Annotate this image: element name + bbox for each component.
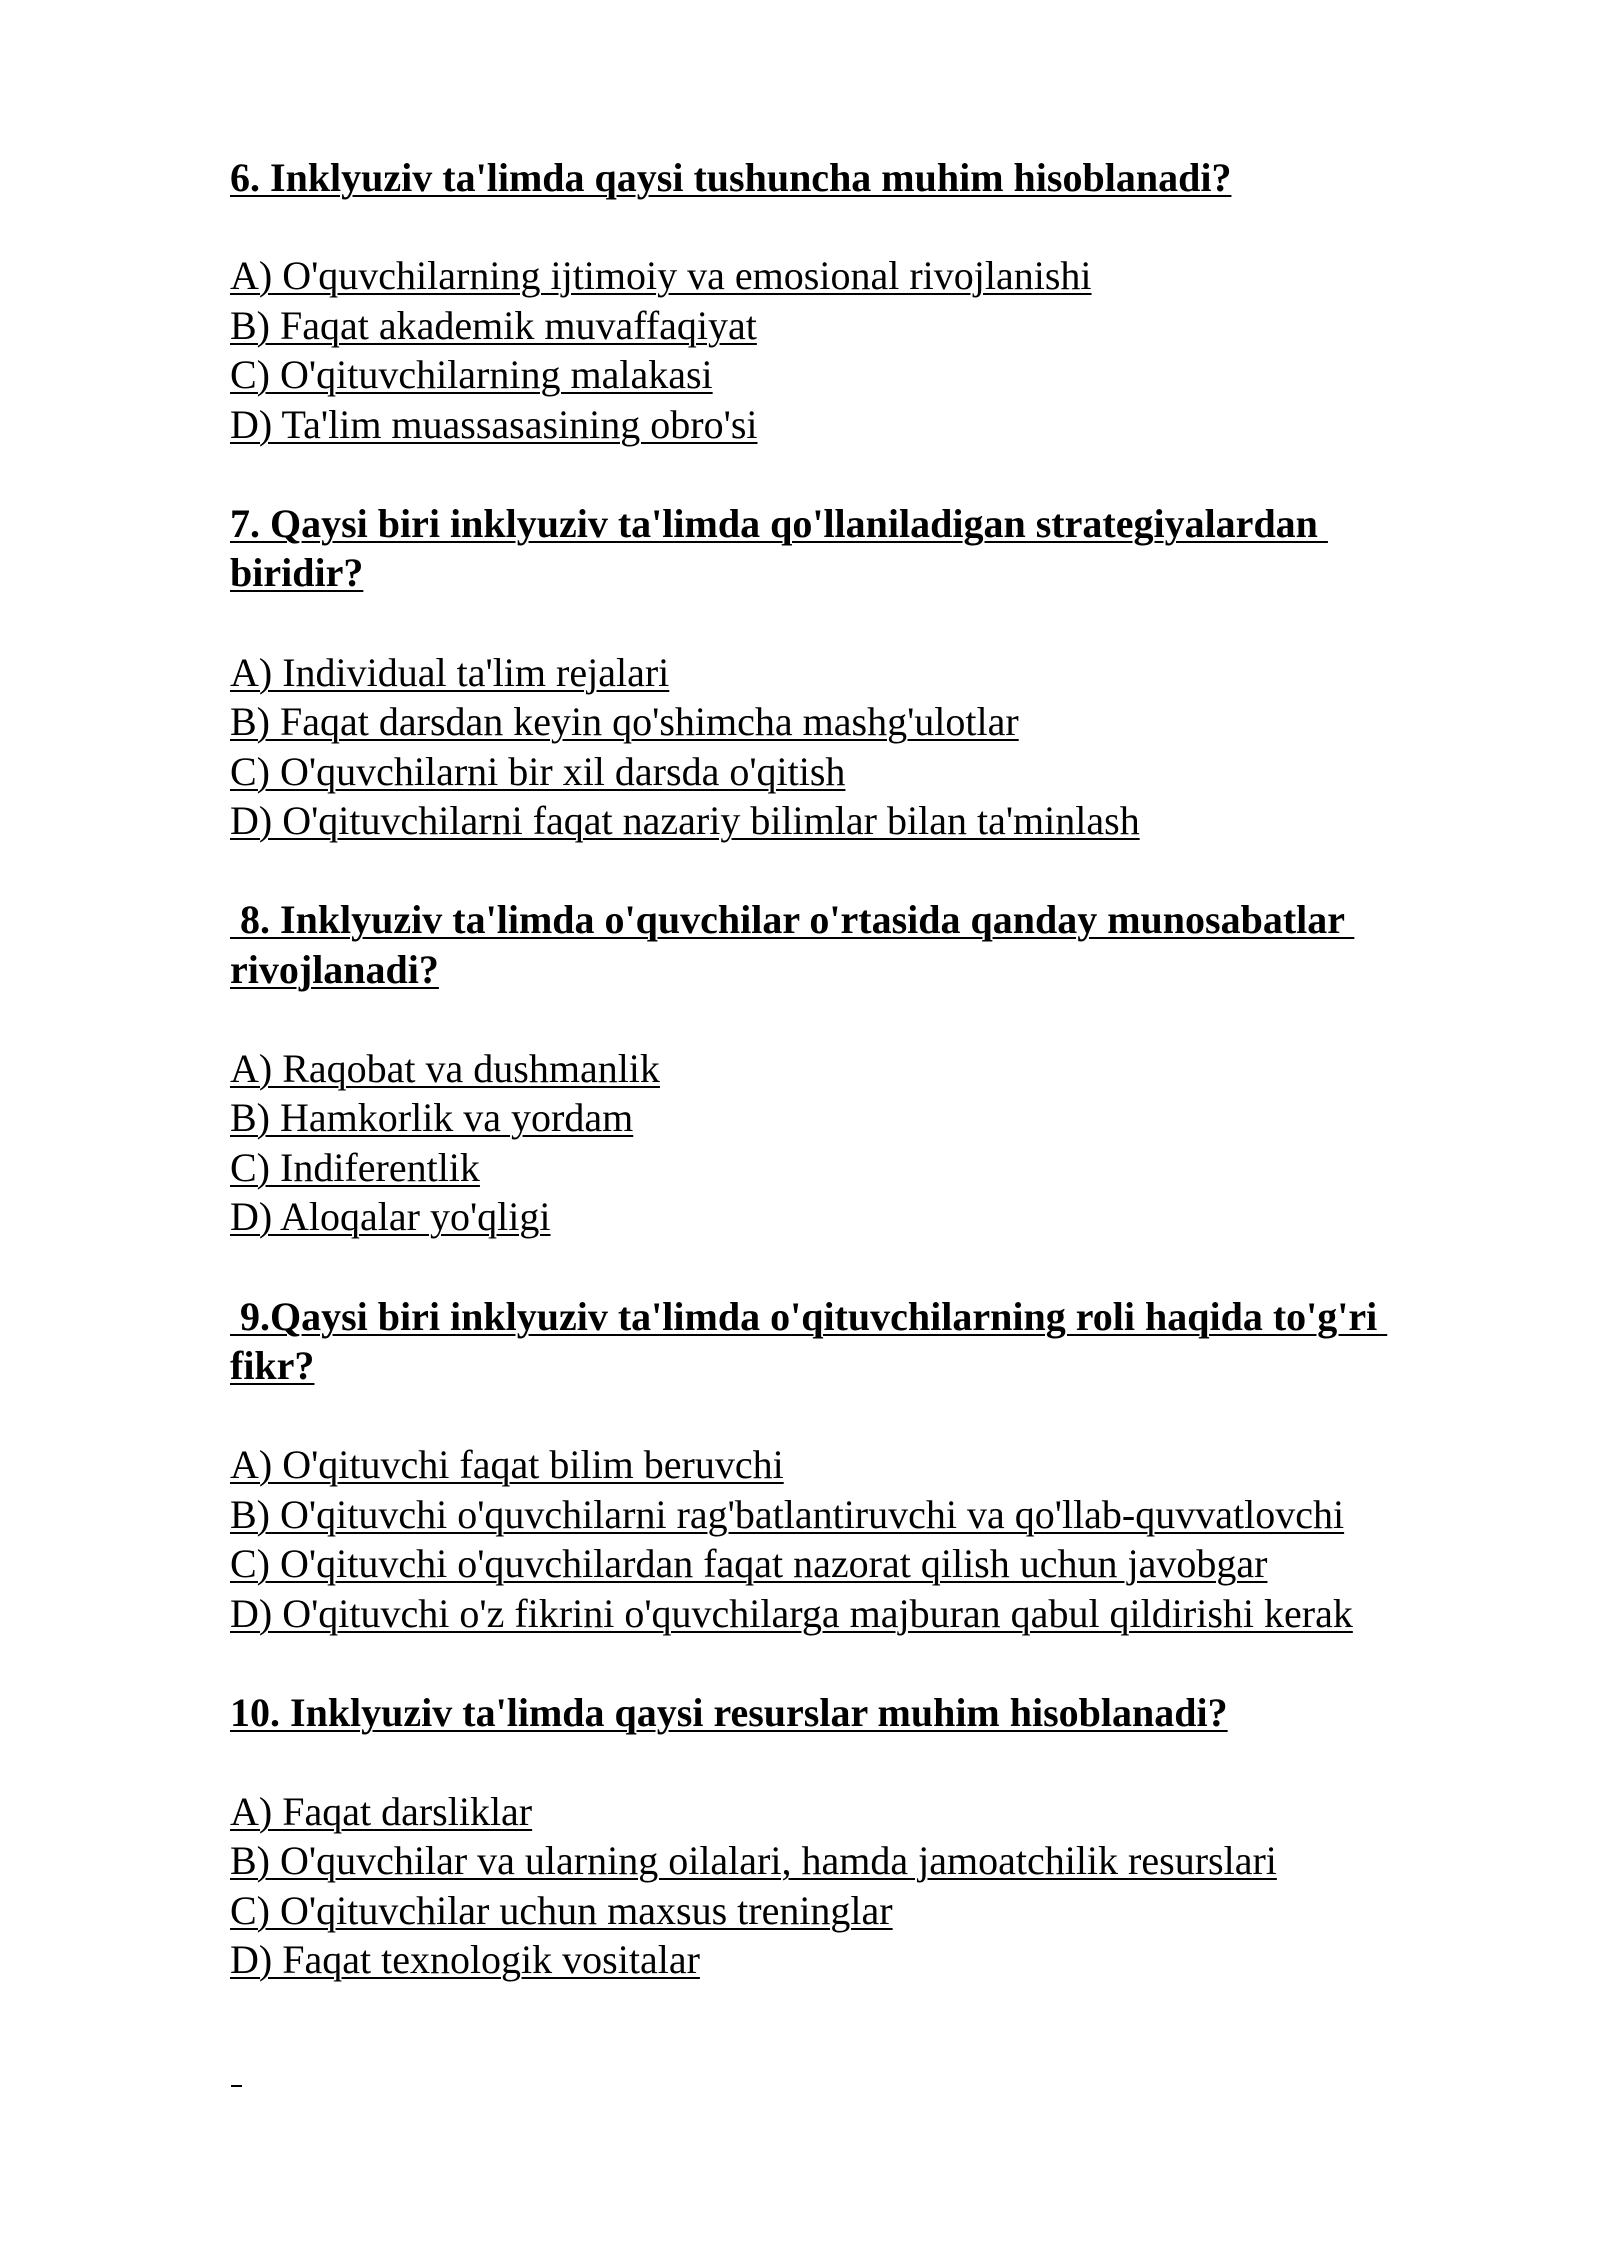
question-10-option-b: B) O'quvchilar va ularning oilalari, hamda jamoatchilik resurslari <box>230 1838 1277 1883</box>
question-6-text: 6. Inklyuziv ta'limda qaysi tushuncha muhim hisoblanadi? <box>230 155 1232 200</box>
question-8-option-c: C) Indiferentlik <box>230 1145 480 1190</box>
question-10-text: 10. Inklyuziv ta'limda qaysi resurslar muhim hisoblanadi? <box>230 1690 1228 1735</box>
question-8-text-line-1: 8. Inklyuziv ta'limda o'quvchilar o'rtasida qanday munosabatlar <box>230 897 1355 942</box>
question-7-text-line-2: biridir? <box>230 550 364 595</box>
question-7-option-c: C) O'quvchilarni bir xil darsda o'qitish <box>230 749 846 794</box>
question-9-option-c: C) O'qituvchi o'quvchilardan faqat nazorat qilish uchun javobgar <box>230 1541 1268 1586</box>
question-10-option-c: C) O'qituvchilar uchun maxsus treninglar <box>230 1888 893 1933</box>
question-8-option-b: B) Hamkorlik va yordam <box>230 1095 634 1140</box>
question-9-text-line-1: 9.Qaysi biri inklyuziv ta'limda o'qituvchilarning roli haqida to'g'ri <box>230 1294 1388 1339</box>
question-9-text-line-2: fikr? <box>230 1343 315 1388</box>
question-10-option-a: A) Faqat darsliklar <box>230 1789 533 1834</box>
question-6-option-a: A) O'quvchilarning ijtimoiy va emosional rivojlanishi <box>230 253 1092 298</box>
question-6-option-b: B) Faqat akademik muvaffaqiyat <box>230 303 757 348</box>
question-6-option-d: D) Ta'lim muassasasining obro'si <box>230 402 758 447</box>
question-8-option-d: D) Aloqalar yo'qligi <box>230 1194 551 1239</box>
question-6-option-c: C) O'qituvchilarning malakasi <box>230 352 713 397</box>
question-8-text-line-2: rivojlanadi? <box>230 947 439 992</box>
question-8-option-a: A) Raqobat va dushmanlik <box>230 1046 660 1091</box>
question-7-text-line-1: 7. Qaysi biri inklyuziv ta'limda qo'llaniladigan strategiyalardan <box>230 501 1328 546</box>
question-7-option-b: B) Faqat darsdan keyin qo'shimcha mashg'ulotlar <box>230 699 1019 744</box>
question-7-option-d: D) O'qituvchilarni faqat nazariy bilimlar bilan ta'minlash <box>230 798 1140 843</box>
question-9-option-b: B) O'qituvchi o'quvchilarni rag'batlantiruvchi va qo'llab-quvvatlovchi <box>230 1492 1345 1537</box>
question-10-option-d: D) Faqat texnologik vositalar <box>230 1937 700 1982</box>
question-7-option-a: A) Individual ta'lim rejalari <box>230 650 670 695</box>
trailing-underline-mark <box>231 2085 242 2087</box>
question-9-option-a: A) O'qituvchi faqat bilim beruvchi <box>230 1442 784 1487</box>
question-9-option-d: D) O'qituvchi o'z fikrini o'quvchilarga majburan qabul qildirishi kerak <box>230 1591 1353 1636</box>
